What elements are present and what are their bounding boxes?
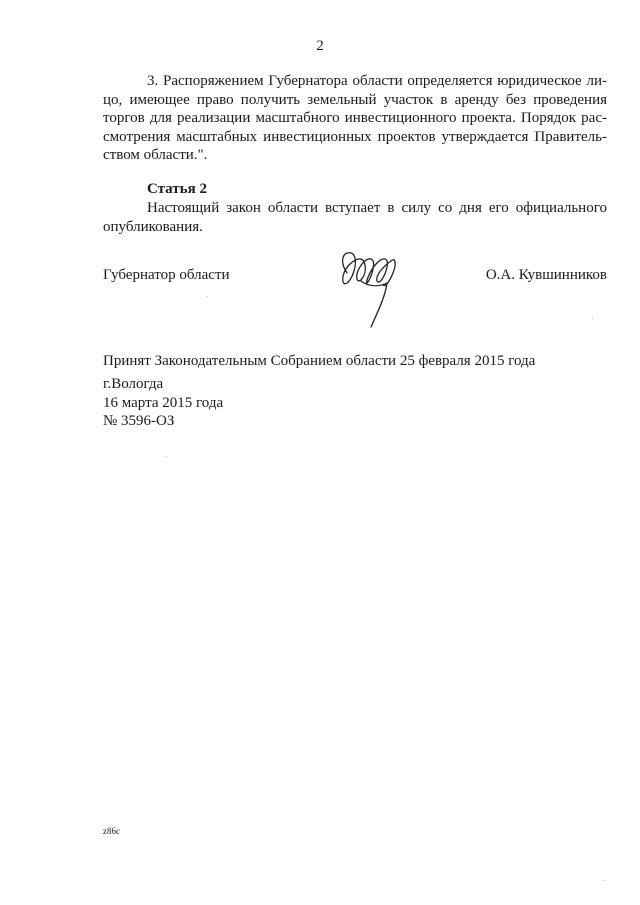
clause-3-line: 3. Распоряжением Губернатора области определяется юридическое ли- bbox=[147, 73, 607, 89]
place-date-block bbox=[103, 375, 223, 431]
clause-3-line: смотрения масштабных инвестиционных проектов утверждается Правитель- bbox=[103, 128, 607, 145]
scan-speck bbox=[592, 318, 593, 319]
clause-3 bbox=[103, 72, 607, 165]
clause-3-line: цо, имеющее право получить земельный участок в аренду без проведения bbox=[103, 91, 607, 108]
footer-code: z86c bbox=[103, 826, 120, 836]
article-2-body bbox=[103, 199, 607, 236]
scan-speck bbox=[166, 456, 167, 457]
article-2-line: Настоящий закон области вступает в силу со дня его официального bbox=[147, 200, 607, 216]
page-number: 2 bbox=[316, 38, 324, 54]
signer-title: Губернатор области bbox=[103, 267, 230, 283]
law-date: 16 марта 2015 года bbox=[103, 394, 224, 411]
adoption-statement: Принят Законодательным Собранием области 25 февраля 2015 года bbox=[103, 353, 536, 369]
scan-speck bbox=[603, 880, 604, 881]
clause-3-line: ством области.". bbox=[103, 147, 208, 163]
scan-speck bbox=[207, 296, 208, 297]
place: г.Вологда bbox=[103, 376, 164, 392]
law-number: № 3596-ОЗ bbox=[103, 413, 175, 429]
article-2-heading: Статья 2 bbox=[147, 181, 207, 197]
clause-3-line: торгов для реализации масштабного инвестиционного проекта. Порядок рас- bbox=[103, 110, 607, 126]
handwritten-signature bbox=[335, 243, 405, 331]
article-2-line: опубликования. bbox=[103, 218, 203, 235]
signer-name: О.А. Кувшинников bbox=[485, 267, 607, 283]
